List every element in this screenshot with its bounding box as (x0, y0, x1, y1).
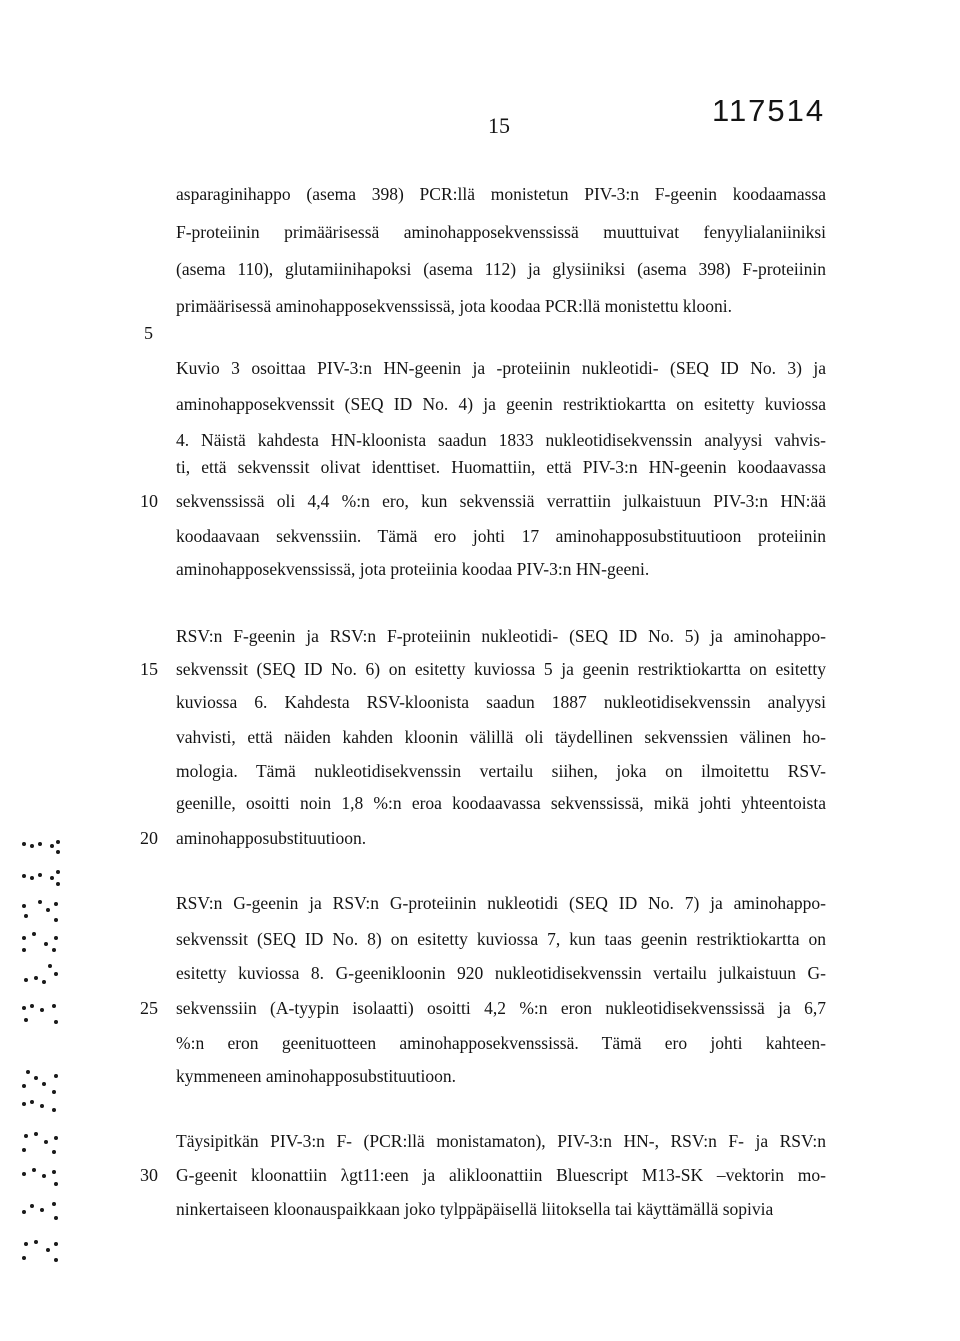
text-line: primäärisessä aminohapposekvenssissä, jota koodaa PCR:llä monistettu klooni. (176, 296, 733, 316)
text-line: %:n eron geenituotteen aminohapposekvenssissä. Tämä ero johti kahteen- (176, 1033, 826, 1053)
margin-line-number: 15 (140, 659, 158, 679)
text-line: sekvenssiin (A-tyypin isolaatti) osoitti 4,2 %:n eron nukleotidisekvenssissä ja 6,7 (176, 998, 826, 1018)
text-line: esitetty kuviossa 8. G-geenikloonin 920 nukleotidisekvenssin vertailu julkaistuun G- (176, 963, 826, 983)
text-line: ti, että sekvenssit olivat identtiset. Huomattiin, että PIV-3:n HN-geenin koodaavassa (176, 457, 826, 477)
text-line: aminohapposubstituutioon. (176, 828, 367, 848)
text-line: Kuvio 3 osoittaa PIV-3:n HN-geenin ja -proteiinin nukleotidi- (SEQ ID No. 3) ja (176, 358, 826, 378)
text-line: koodaavaan sekvenssiin. Tämä ero johti 17 aminohapposubstituutioon proteiinin (176, 526, 826, 546)
text-line: vahvisti, että näiden kahden kloonin välillä oli täydellinen sekvenssien välinen ho- (176, 727, 826, 747)
text-line: (asema 110), glutamiinihapoksi (asema 112) ja glysiiniksi (asema 398) F-proteiinin (176, 259, 826, 279)
text-line: sekvenssissä oli 4,4 %:n ero, kun sekvenssiä verrattiin julkaistuun PIV-3:n HN:ää (176, 491, 826, 511)
text-line: ninkertaiseen kloonauspaikkaan joko tylppäpäisellä liitoksella tai käyttämällä sopivia (176, 1199, 774, 1219)
margin-line-number: 5 (144, 323, 153, 343)
text-line: asparaginihappo (asema 398) PCR:llä monistetun PIV-3:n F-geenin koodaamassa (176, 184, 826, 204)
text-line: RSV:n F-geenin ja RSV:n F-proteiinin nukleotidi- (SEQ ID No. 5) ja aminohappo- (176, 626, 826, 646)
margin-line-number: 30 (140, 1165, 158, 1185)
text-line: G-geenit kloonattiin λgt11:een ja alikloonattiin Bluescript M13-SK –vektorin mo- (176, 1165, 826, 1185)
text-line: aminohapposekvenssit (SEQ ID No. 4) ja geenin restriktiokartta on esitetty kuviossa (176, 394, 826, 414)
margin-dot-stamp (18, 840, 66, 1270)
text-line: aminohapposekvenssissä, jota proteiinia koodaa PIV-3:n HN-geeni. (176, 559, 650, 579)
margin-line-number: 25 (140, 998, 158, 1018)
margin-line-number: 20 (140, 828, 158, 848)
text-line: kuviossa 6. Kahdesta RSV-kloonista saadun 1887 nukleotidisekvenssin analyysi (176, 692, 826, 712)
text-line: F-proteiinin primäärisessä aminohapposekvenssissä muuttuivat fenyylialaniiniksi (176, 222, 826, 242)
text-line: mologia. Tämä nukleotidisekvenssin vertailu siihen, joka on ilmoitettu RSV- (176, 761, 826, 781)
text-line: Täysipitkän PIV-3:n F- (PCR:llä monistamaton), PIV-3:n HN-, RSV:n F- ja RSV:n (176, 1131, 826, 1151)
text-line: RSV:n G-geenin ja RSV:n G-proteiinin nukleotidi (SEQ ID No. 7) ja aminohappo- (176, 893, 826, 913)
text-line: sekvenssit (SEQ ID No. 6) on esitetty kuviossa 5 ja geenin restriktiokartta on esitetty (176, 659, 826, 679)
margin-line-number: 10 (140, 491, 158, 511)
text-line: kymmeneen aminohapposubstituutioon. (176, 1066, 456, 1086)
document-number: 117514 (712, 93, 826, 128)
text-line: geenille, osoitti noin 1,8 %:n eroa koodaavassa sekvenssissä, mikä johti yhteentoista (176, 793, 826, 813)
text-line: 4. Näistä kahdesta HN-kloonista saadun 1833 nukleotidisekvenssin analyysi vahvis- (176, 430, 826, 450)
text-line: sekvenssit (SEQ ID No. 8) on esitetty kuviossa 7, kun taas geenin restriktiokartta on (176, 929, 826, 949)
page-number: 15 (488, 113, 510, 138)
